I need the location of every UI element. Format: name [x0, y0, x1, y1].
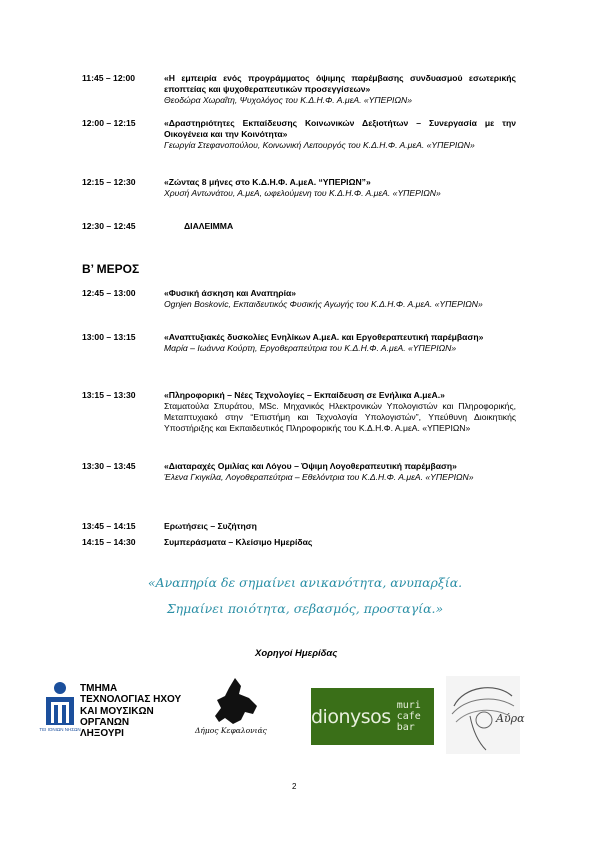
item-time: 13:15 – 13:30 — [82, 390, 136, 400]
item-title: «Διαταραχές Ομιλίας και Λόγου – Όψιμη Λογοθεραπευτική παρέμβαση» — [164, 461, 457, 471]
sponsors-title: Χορηγοί Ημερίδας — [255, 648, 338, 659]
item-speaker: Σταματούλα Σπυράτου, MSc. Μηχανικός Ηλεκτρονικών Υπολογιστών και Πληροφορικής, Μεταπτυχιακό στην “Επιστήμη και Τεχνολογία Υπολογιστών”, Υπεύθυνη Διοικητικής Υποστήριξης και Εκπαιδευτικός Πληροφορικής του Κ.Δ.Η.Φ. Α.μεΑ. «ΥΠΕΡΙΩΝ» — [164, 401, 516, 433]
kefalonia-map-icon — [205, 676, 265, 728]
quote-line-1: «Αναπηρία δε σημαίνει ανικανότητα, ανυπαρξία. — [147, 575, 463, 590]
tei-logo — [39, 680, 81, 738]
tei-name — [80, 683, 181, 739]
avra-sketch-logo — [446, 676, 525, 754]
item-speaker: Έλενα Γκιγκίλα, Λογοθεραπεύτρια – Εθελόντρια του Κ.Δ.Η.Φ. Α.μεΑ. «ΥΠΕΡΙΩΝ» — [164, 472, 474, 482]
dionysos-name: dionysos — [311, 705, 391, 728]
item-time: 13:45 – 14:15 — [82, 521, 136, 531]
break-label: ΔΙΑΛΕΙΜΜΑ — [184, 221, 234, 231]
break-time: 12:30 – 12:45 — [82, 221, 136, 231]
item-title: «Πληροφορική – Νέες Τεχνολογίες – Εκπαίδευση σε Ενήλικα Α.μεΑ.» — [164, 390, 445, 400]
item-time: 14:15 – 14:30 — [82, 537, 136, 547]
item-speaker: Μαρία – Ιωάννα Κούρτη, Εργοθεραπεύτρια του Κ.Δ.Η.Φ. Α.μεΑ. «ΥΠΕΡΙΩΝ» — [164, 343, 457, 353]
kefalonia-caption: Δήμος Κεφαλονιάς — [195, 726, 267, 735]
dionysos-logo — [311, 688, 434, 745]
item-time: 13:30 – 13:45 — [82, 461, 136, 471]
item-speaker: Ognjen Boskovic, Εκπαιδευτικός Φυσικής Αγωγής του Κ.Δ.Η.Φ. Α.μεΑ. «ΥΠΕΡΙΩΝ» — [164, 299, 483, 309]
item-title: «Δραστηριότητες Εκπαίδευσης Κοινωνικών Δεξιοτήτων – Συνεργασία με την Οικογένεια και την Κοινότητα» — [164, 118, 516, 139]
tei-name-line: ΛΗΞΟΥΡΙ — [80, 728, 124, 740]
item-time: 12:45 – 13:00 — [82, 288, 136, 298]
page-number: 2 — [292, 782, 297, 791]
tei-logo-caption: ΤΕΙ ΙΟΝΙΩΝ ΝΗΣΩΝ — [39, 727, 81, 732]
item-speaker: Γεωργία Στεφανοπούλου, Κοινωνική Λειτουργός του Κ.Δ.Η.Φ. Α.μεΑ. «ΥΠΕΡΙΩΝ» — [164, 140, 475, 150]
item-title: Συμπεράσματα – Κλείσιμο Ημερίδας — [164, 537, 313, 547]
item-title: «Αναπτυξιακές δυσκολίες Ενηλίκων Α.μεΑ. και Εργοθεραπευτική παρέμβαση» — [164, 332, 484, 342]
item-speaker: Χρυσή Αντωνάτου, Α.μεΑ, ωφελούμενη του Κ.Δ.Η.Φ. Α.μεΑ. «ΥΠΕΡΙΩΝ» — [164, 188, 441, 198]
tei-name-line: ΚΑΙ ΜΟΥΣΙΚΩΝ — [80, 705, 154, 717]
item-title: «Ζώντας 8 μήνες στο Κ.Δ.Η.Φ. Α.μεΑ. “ΥΠΕΡΙΩΝ”» — [164, 177, 371, 187]
dionysos-sub: muri cafe bar — [396, 700, 421, 733]
item-time: 12:15 – 12:30 — [82, 177, 136, 187]
item-time: 11:45 – 12:00 — [82, 73, 136, 83]
item-title: Ερωτήσεις – Συζήτηση — [164, 521, 257, 531]
quote-line-2: Σημαίνει ποιότητα, σεβασμός, προσταγία.» — [166, 601, 444, 616]
tei-name-line: ΤΕΧΝΟΛΟΓΙΑΣ ΗΧΟΥ — [80, 694, 182, 706]
item-time: 13:00 – 13:15 — [82, 332, 136, 342]
item-time: 12:00 – 12:15 — [82, 118, 136, 128]
section-title: Β’ ΜΕΡΟΣ — [82, 262, 140, 276]
item-title: «Η εμπειρία ενός προγράμματος όψιμης παρέμβασης συνδυασμού εσωτερικής εποπτείας και ψυχοθεραπευτικών προσεγγίσεων» — [164, 73, 516, 94]
tei-name-line: ΤΜΗΜΑ — [80, 683, 118, 694]
tei-name-line: ΟΡΓΑΝΩΝ — [80, 716, 130, 728]
item-speaker: Θεοδώρα Χωραΐτη, Ψυχολόγος του Κ.Δ.Η.Φ. Α.μεΑ. «ΥΠΕΡΙΩΝ» — [164, 95, 412, 105]
sketch-caption: Αύρα — [496, 712, 525, 725]
item-title: «Φυσική άσκηση και Αναπηρία» — [164, 288, 297, 298]
